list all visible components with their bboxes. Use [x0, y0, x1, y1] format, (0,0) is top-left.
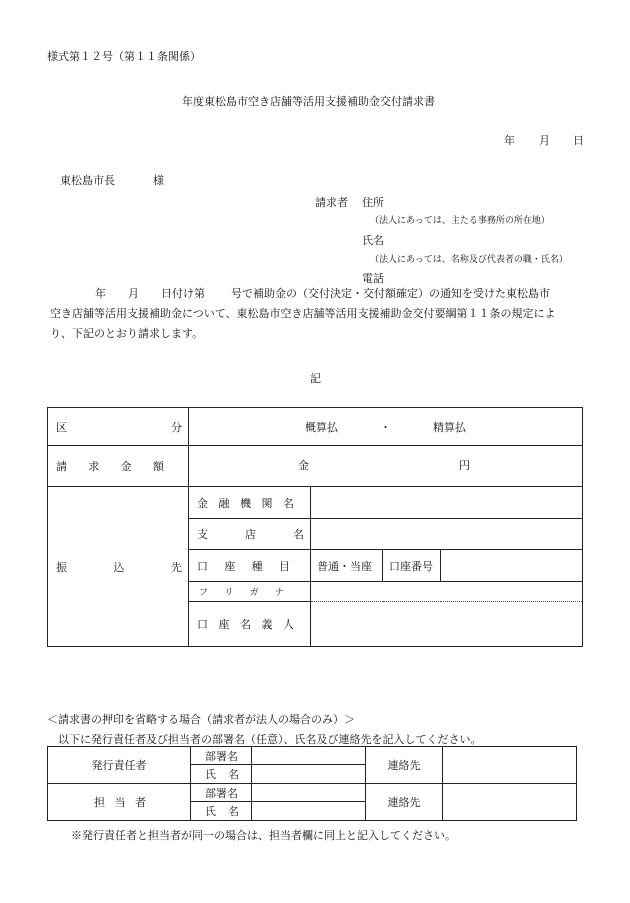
date-month: 月 — [539, 134, 550, 147]
body-day-ref: 日付け第 — [161, 287, 205, 300]
account-type-label-cell: 口 座 種 目 — [189, 550, 311, 582]
branch-input[interactable] — [311, 519, 583, 550]
staff-name-label: 氏 名 — [191, 802, 252, 821]
holder-label-cell: 口 座 名 義 人 — [189, 602, 311, 647]
staff-label: 担 当 者 — [48, 784, 191, 821]
name-label: 氏名 — [362, 234, 384, 247]
account-number-label: 口座番号 — [383, 550, 441, 582]
amount-suffix: 円 — [459, 459, 470, 472]
branch-label-cell: 支 店 名 — [189, 519, 311, 550]
category-final[interactable]: 精算払 — [433, 420, 466, 434]
seal-table — [47, 746, 577, 821]
body-line-3: り、下記のとおり請求します。 — [50, 327, 204, 340]
holder-input[interactable] — [311, 602, 583, 647]
staff-dept-label: 部署名 — [191, 784, 252, 802]
date-day: 日 — [573, 134, 584, 147]
date-year: 年 — [504, 134, 515, 147]
addressee-name: 東松島市長 — [60, 174, 115, 187]
phone-label: 電話 — [362, 272, 384, 285]
address-note: （法人にあっては、主たる事務所の所在地） — [370, 216, 550, 226]
category-label-cell: 区 分 — [48, 408, 189, 446]
issuer-contact-label: 連絡先 — [366, 747, 443, 784]
seal-section-instruction: 以下に発行責任者及び担当者の部署名（任意）、氏名及び連絡先を記入してください。 — [58, 733, 482, 746]
furigana-input[interactable] — [311, 582, 583, 602]
staff-contact-label: 連絡先 — [366, 784, 443, 821]
bank-label-cell: 金 融 機 関 名 — [189, 487, 311, 519]
request-body — [50, 284, 585, 344]
transfer-label-cell: 振 込 先 — [48, 487, 189, 647]
address-label: 住所 — [362, 196, 384, 209]
body-line-2: 空き店舗等活用支援補助金について、東松島市空き店舗等活用支援補助金交付要綱第１１条の規定によ — [50, 307, 556, 320]
requester-label: 請求者 — [315, 196, 348, 209]
category-approx[interactable]: 概算払 — [305, 420, 338, 434]
name-note: （法人にあっては、名称及び代表者の職・氏名） — [370, 255, 568, 265]
seal-section-heading: ＜請求書の押印を省略する場合（請求者が法人の場合のみ）＞ — [47, 713, 355, 726]
body-month: 月 — [128, 287, 139, 300]
body-number-text: 号で補助金の（交付決定・交付額確定）の通知を受けた東松島市 — [231, 287, 550, 300]
amount-label-cell: 請 求 金 額 — [48, 446, 189, 487]
account-number-input[interactable] — [441, 550, 583, 582]
issuer-name-label: 氏 名 — [191, 765, 252, 784]
bank-input[interactable] — [311, 487, 583, 519]
staff-contact-input[interactable] — [443, 784, 577, 821]
issuer-label: 発行責任者 — [48, 747, 191, 784]
issuer-name-input[interactable] — [252, 765, 366, 784]
document-title: 年度東松島市空き店舗等活用支援補助金交付請求書 — [182, 95, 435, 108]
amount-prefix: 金 — [298, 459, 309, 472]
body-year: 年 — [95, 287, 106, 300]
issuer-contact-input[interactable] — [443, 747, 577, 784]
form-number: 様式第１２号（第１１条関係） — [47, 50, 201, 63]
addressee-honorific: 様 — [153, 174, 164, 187]
account-type-value[interactable]: 普通・当座 — [311, 550, 383, 582]
category-value-cell[interactable]: 概算払 ・ 精算払 — [189, 408, 583, 446]
furigana-label-cell: フ リ ガ ナ — [189, 582, 311, 602]
staff-name-input[interactable] — [252, 802, 366, 821]
ki-heading: 記 — [310, 372, 321, 385]
issuer-dept-label: 部署名 — [191, 747, 252, 765]
main-table — [47, 407, 583, 647]
amount-value-cell[interactable] — [189, 446, 583, 487]
seal-section-note: ※発行責任者と担当者が同一の場合は、担当者欄に同上と記入してください。 — [71, 829, 456, 842]
issuer-dept-input[interactable] — [252, 747, 366, 765]
staff-dept-input[interactable] — [252, 784, 366, 802]
